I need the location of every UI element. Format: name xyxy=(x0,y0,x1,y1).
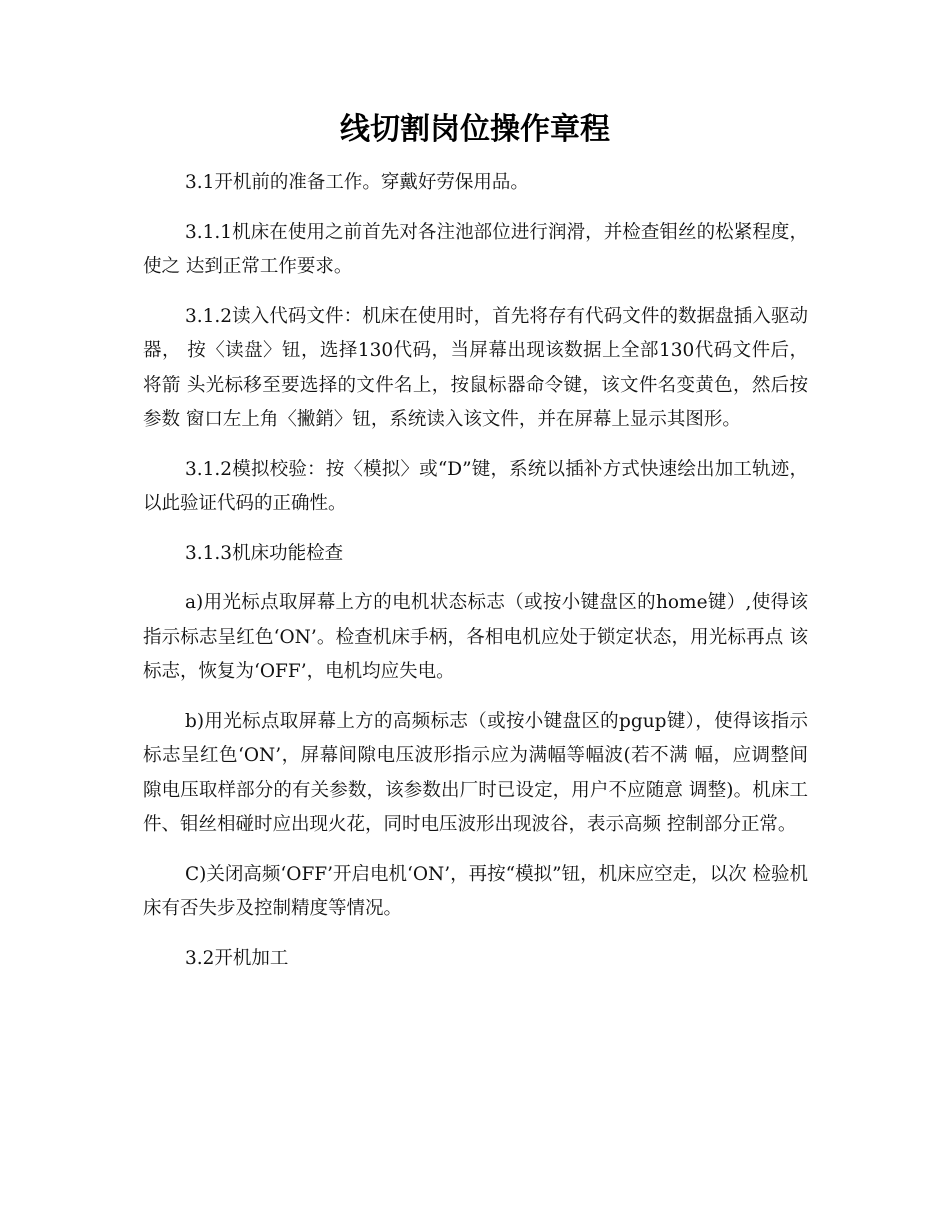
document-title: 线切割岗位操作章程 xyxy=(340,112,610,147)
paragraph-3-1-2-simulation: 3.1.2模拟校验：按〈模拟〉或“D”键，系统以插补方式快速绘出加工轨迹， 以此验证代码的正确性。 xyxy=(143,458,808,514)
paragraph-3-1: 3.1开机前的准备工作。穿戴好劳保用品。 xyxy=(185,172,529,193)
paragraph-b: b)用光标点取屏幕上方的高频标志（或按小键盘区的pgup键），使得该指示 标志呈红色‘ON’，屏幕间隙电压波形指示应为满幅等幅波(若不满 幅，应调整间隙电压取样部分的有关参数，该参数出厂时已设定，用户不应随意 调整)。机床工件、钼丝相碰时应出现火花，同时电压波形出现波谷，表示高频 控制部分正常。 xyxy=(143,710,808,835)
paragraph-a: a)用光标点取屏幕上方的电机状态标志（或按小键盘区的home键）,使得该 指示标志呈红色‘ON’。检查机床手柄，各相电机应处于锁定状态，用光标再点 该标志，恢复为‘OFF’，电机均应失电。 xyxy=(143,592,808,682)
paragraph-3-1-2-read-code: 3.1.2读入代码文件：机床在使用时，首先将存有代码文件的数据盘插入驱动器， 按〈读盘〉钮，选择130代码，当屏幕出现该数据上全部130代码文件后，将箭 头光标移至要选择的文件名上，按鼠标器命令键，该文件名变黄色，然后按参数 窗口左上角〈撇銷〉钮，系统读入该文件，并在屏幕上显示其图形。 xyxy=(143,305,808,430)
paragraph-3-1-1: 3.1.1机床在使用之前首先对各注池部位进行润滑，并检查钼丝的松紧程度，使之 达到正常工作要求。 xyxy=(143,221,808,277)
paragraph-c: C)关闭高频‘OFF’开启电机‘ON’，再按“模拟”钮，机床应空走，以次 检验机床有否失步及控制精度等情况。 xyxy=(143,863,808,919)
paragraph-3-1-3: 3.1.3机床功能检查 xyxy=(185,542,344,564)
paragraph-3-2: 3.2开机加工 xyxy=(185,947,289,969)
document-body xyxy=(143,166,808,991)
